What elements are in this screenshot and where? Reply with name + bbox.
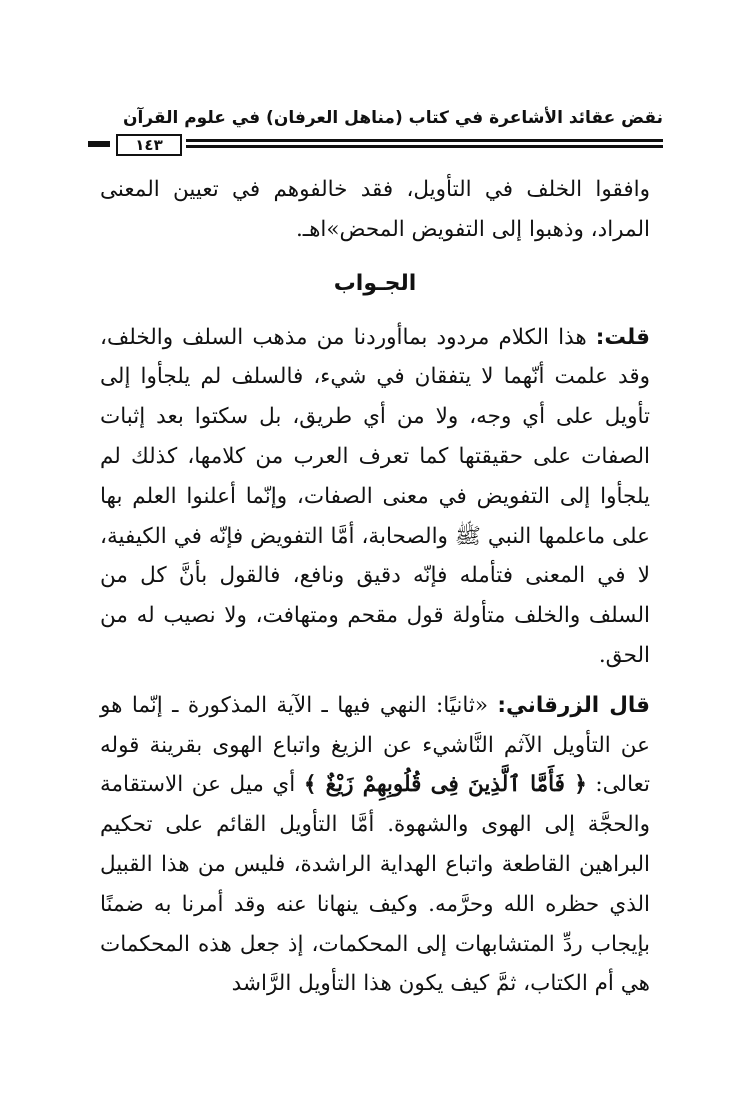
quote-label: قال الزرقاني:: [497, 692, 651, 718]
page-number: ١٤٣: [116, 134, 182, 156]
page-body: [100, 170, 650, 1004]
page-header: [88, 108, 663, 156]
running-title: نقض عقائد الأشاعرة في كتاب (مناهل العرفان) في علوم القرآن: [122, 108, 663, 128]
quran-verse: ﴿ فَأَمَّا ٱلَّذِينَ فِى قُلُوبِهِمْ زَيْغٌ ﴾: [303, 772, 587, 798]
paragraph-continuation: وافقوا الخلف في التأويل، فقد خالفوهم في تعيين المعنى المراد، وذهبوا إلى التفويض المحض»اهـ.: [100, 177, 650, 242]
header-rule: [88, 134, 663, 156]
quote-text-b: أي ميل عن الاستقامة والحجَّة إلى الهوى والشهوة. أمَّا التأويل القائم على تحكيم البراهين القاطعة واتباع الهداية الراشدة، فليس من هذا القبيل الذي حظره الله وحرَّمه. وكيف ينهانا عنه وقد أمرنا به ضمنًا بإيجاب ردِّ المتشابهات إلى المحكمات، إذ جعل هذه المحكمات هي أم الكتاب، ثمَّ كيف يكون هذا التأويل الرَّاشد: [100, 772, 650, 997]
short-rule-bar: [88, 141, 110, 147]
quote-text-a: «ثانيًا: النهي فيها ـ الآية المذكورة ـ إنّما هو عن التأويل الآثم النَّاشيء عن الزيغ واتباع الهوى بقرينة قوله تعالى:: [100, 692, 651, 798]
double-rule-line: [186, 139, 663, 148]
section-heading: الجـواب: [333, 270, 417, 296]
paragraph-answer: [100, 318, 650, 676]
answer-text: هذا الكلام مردود بماأوردنا من مذهب السلف والخلف، وقد علمت أنّهما لا يتفقان في شيء، فالسلف لم يلجأوا إلى تأويل على أي وجه، ولا من أي طريق، بل سكتوا بعد إثبات الصفات على حقيقتها كما تعرف العرب من كلامها، كذلك لم يلجأوا إلى التفويض في معنى الصفات، وإنّما أعلنوا العلم بها على ماعلمها النبي ﷺ والصحابة، أمَّا التفويض فإنّه في الكيفية، لا في المعنى فتأمله فإنّه دقيق ونافع، فالقول بأنَّ كل من السلف والخلف متأولة قول مقحم ومتهافت، ولا نصيب له من الحق.: [100, 324, 650, 668]
paragraph-quote: [100, 686, 650, 1004]
answer-label: قلت:: [595, 324, 650, 350]
